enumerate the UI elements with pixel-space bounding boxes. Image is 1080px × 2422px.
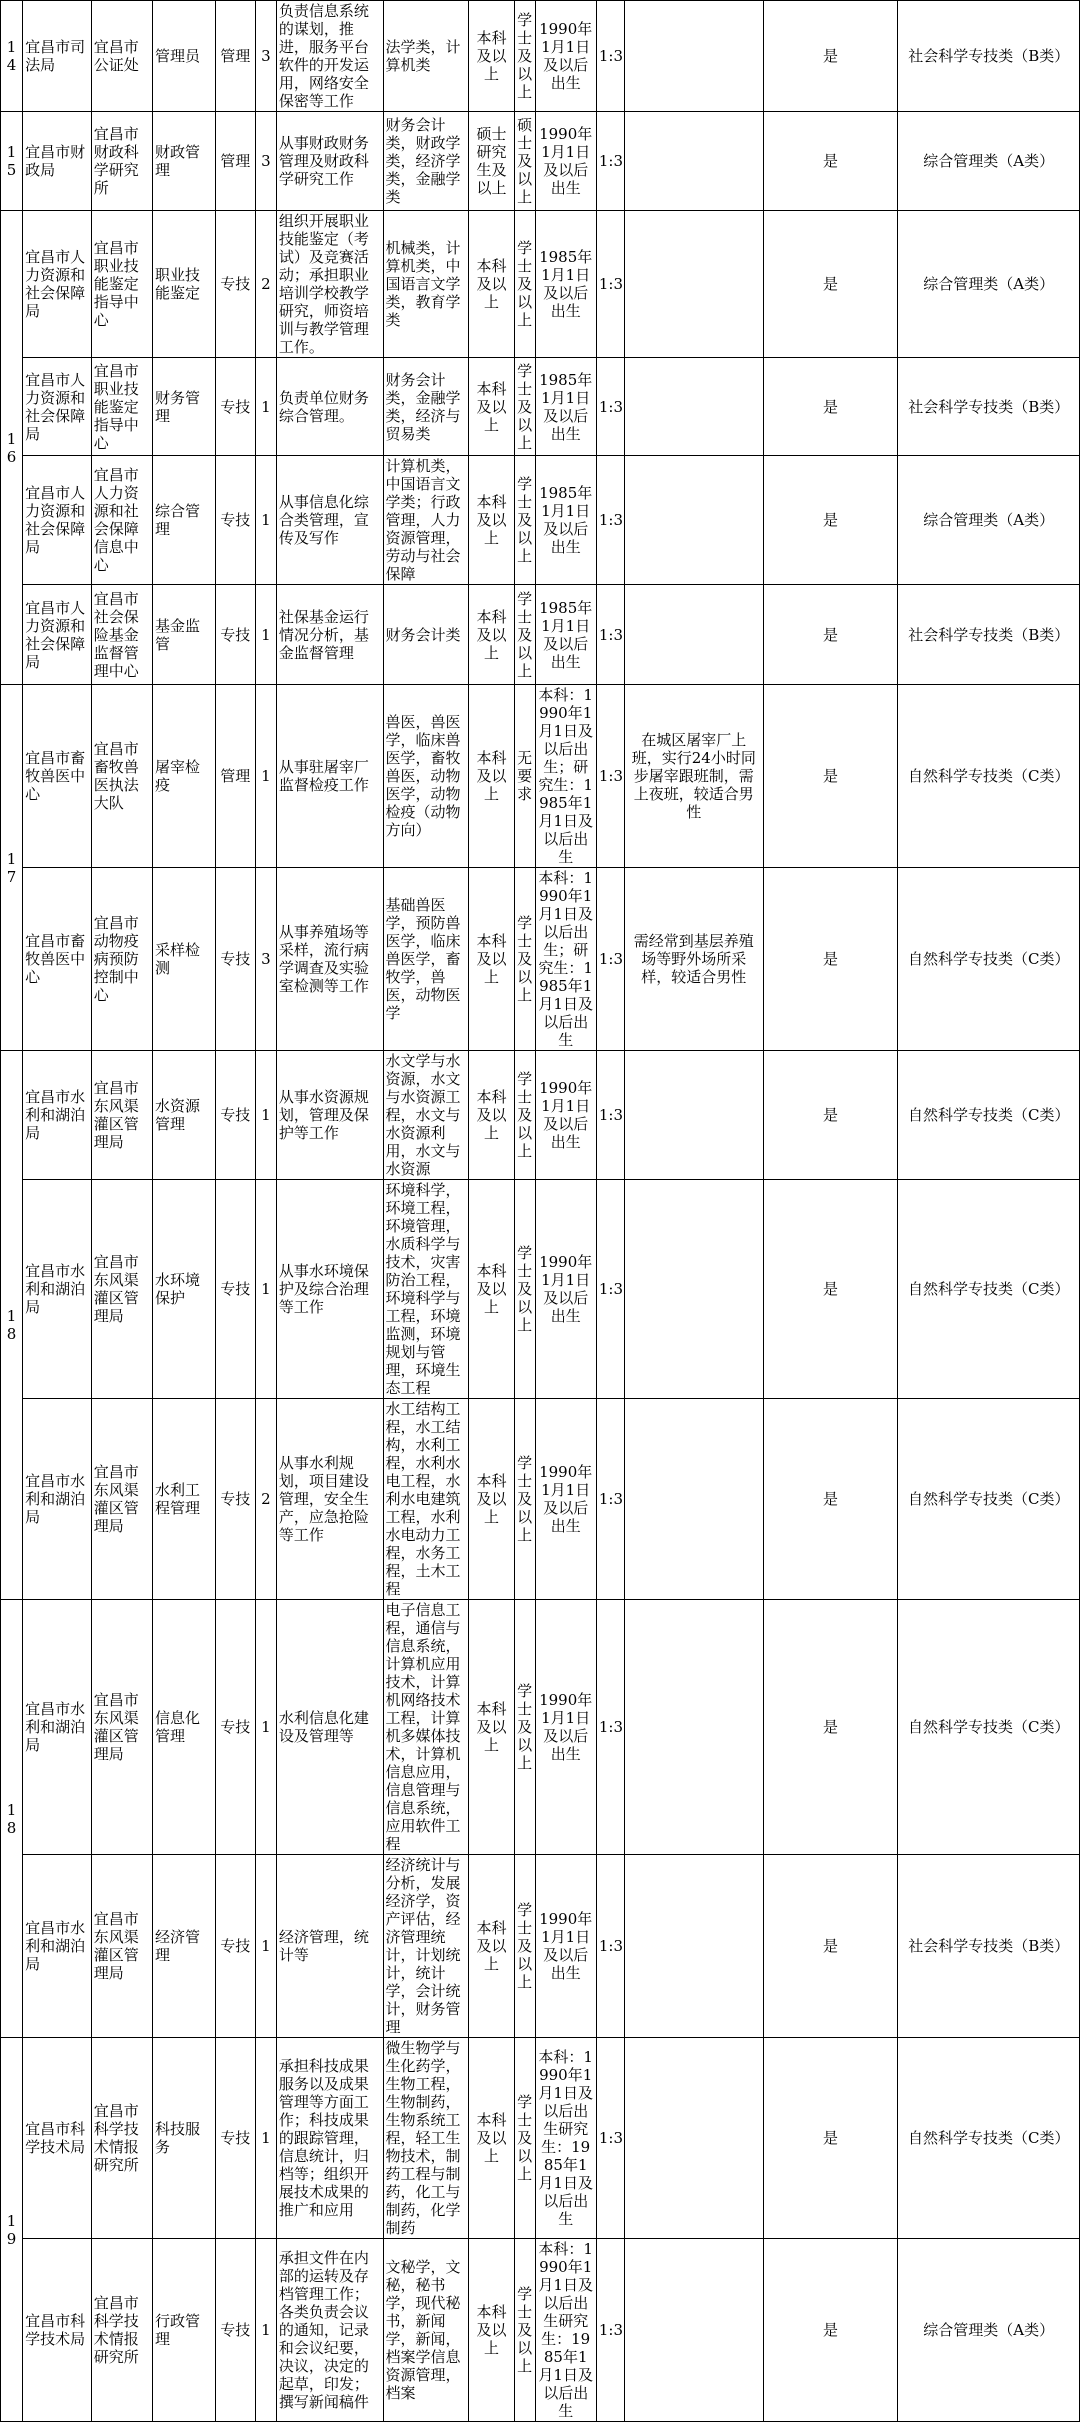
- exam-category-cell: 社会科学专技类（B类）: [898, 358, 1080, 456]
- duty-cell: 水利信息化建设及管理等: [276, 1600, 383, 1855]
- count-cell: 1: [256, 1180, 277, 1399]
- department-cell: 宜昌市水利和湖泊局: [23, 1600, 92, 1855]
- degree-cell: 硕士及以上: [514, 112, 535, 211]
- education-cell: 本科及以上: [469, 1051, 514, 1180]
- duty-cell: 从事驻屠宰厂监督检疫工作: [276, 685, 383, 868]
- degree-cell: 学士及以上: [514, 1180, 535, 1399]
- major-cell: 环境科学，环境工程，环境管理，水质科学与技术，灾害防治工程，环境科学与工程，环境监测，环境规划与管理，环境生态工程: [383, 1180, 469, 1399]
- major-cell: 水文学与水资源，水文与水资源工程，水文与水资源利用，水文与水资源: [383, 1051, 469, 1180]
- age-cell: 1990年1月1日及以后出生: [535, 1855, 596, 2038]
- count-cell: 1: [256, 2239, 277, 2422]
- ratio-cell: 1:3: [596, 868, 624, 1051]
- major-cell: 水工结构工程，水工结构，水利工程，水利水电工程，水利水电建筑工程，水利水电动力工程，水务工程，土木工程: [383, 1399, 469, 1600]
- exam-category-cell: 自然科学专技类（C类）: [898, 685, 1080, 868]
- public-cell: 是: [763, 358, 898, 456]
- degree-cell: 学士及以上: [514, 1, 535, 112]
- department-cell: 宜昌市科学技术局: [23, 2239, 92, 2422]
- category-cell: 专技: [215, 1399, 255, 1600]
- table-row: [1, 211, 1080, 358]
- unit-cell: 宜昌市东风渠灌区管理局: [91, 1399, 152, 1600]
- exam-category-cell: 自然科学专技类（C类）: [898, 868, 1080, 1051]
- major-cell: 微生物学与生化药学，生物工程，生物制药，生物系统工程，轻工生物技术，制药工程与制药，化工与制药，化学制药: [383, 2038, 469, 2239]
- category-cell: 专技: [215, 358, 255, 456]
- unit-cell: 宜昌市科学技术情报研究所: [91, 2239, 152, 2422]
- degree-cell: 学士及以上: [514, 585, 535, 685]
- count-cell: 1: [256, 585, 277, 685]
- post-cell: 科技服务: [153, 2038, 216, 2239]
- degree-cell: 学士及以上: [514, 211, 535, 358]
- department-cell: 宜昌市财政局: [23, 112, 92, 211]
- duty-cell: 从事信息化综合类管理，宣传及写作: [276, 456, 383, 585]
- exam-category-cell: 社会科学专技类（B类）: [898, 585, 1080, 685]
- department-cell: 宜昌市水利和湖泊局: [23, 1855, 92, 2038]
- post-cell: 管理员: [153, 1, 216, 112]
- ratio-cell: 1:3: [596, 358, 624, 456]
- department-cell: 宜昌市水利和湖泊局: [23, 1180, 92, 1399]
- ratio-cell: 1:3: [596, 2038, 624, 2239]
- serial-cell: 18: [1, 1600, 23, 2038]
- major-cell: 财务会计类，金融学类，经济与贸易类: [383, 358, 469, 456]
- ratio-cell: 1:3: [596, 1, 624, 112]
- count-cell: 1: [256, 1600, 277, 1855]
- age-cell: 1985年1月1日及以后出生: [535, 585, 596, 685]
- ratio-cell: 1:3: [596, 585, 624, 685]
- serial-cell: 17: [1, 685, 23, 1051]
- major-cell: 文秘学，文秘，秘书学，现代秘书，新闻学，新闻，档案学信息资源管理，档案: [383, 2239, 469, 2422]
- major-cell: 基础兽医学，预防兽医学，临床兽医学，畜牧学，兽医，动物医学: [383, 868, 469, 1051]
- education-cell: 本科及以上: [469, 1600, 514, 1855]
- unit-cell: 宜昌市东风渠灌区管理局: [91, 1600, 152, 1855]
- major-cell: 兽医，兽医学，临床兽医学，畜牧兽医，动物医学，动物检疫（动物方向）: [383, 685, 469, 868]
- unit-cell: 宜昌市东风渠灌区管理局: [91, 1855, 152, 2038]
- post-cell: 采样检测: [153, 868, 216, 1051]
- category-cell: 专技: [215, 868, 255, 1051]
- count-cell: 1: [256, 1855, 277, 2038]
- duty-cell: 经济管理，统计等: [276, 1855, 383, 2038]
- count-cell: 1: [256, 456, 277, 585]
- ratio-cell: 1:3: [596, 1180, 624, 1399]
- education-cell: 本科及以上: [469, 1855, 514, 2038]
- unit-cell: 宜昌市动物疫病预防控制中心: [91, 868, 152, 1051]
- department-cell: 宜昌市人力资源和社会保障局: [23, 211, 92, 358]
- major-cell: 计算机类，中国语言文学类；行政管理，人力资源管理，劳动与社会保障: [383, 456, 469, 585]
- duty-cell: 从事水资源规划，管理及保护等工作: [276, 1051, 383, 1180]
- exam-category-cell: 综合管理类（A类）: [898, 211, 1080, 358]
- public-cell: 是: [763, 2239, 898, 2422]
- degree-cell: 学士及以上: [514, 1051, 535, 1180]
- post-cell: 财政管理: [153, 112, 216, 211]
- public-cell: 是: [763, 2038, 898, 2239]
- unit-cell: 宜昌市财政科学研究所: [91, 112, 152, 211]
- table-row: [1, 585, 1080, 685]
- age-cell: 1985年1月1日及以后出生: [535, 358, 596, 456]
- count-cell: 1: [256, 358, 277, 456]
- duty-cell: 承担科技成果服务以及成果管理等方面工作；科技成果的跟踪管理，信息统计，归档等；组织开展技术成果的推广和应用: [276, 2038, 383, 2239]
- other-cell: [625, 2239, 764, 2422]
- duty-cell: 组织开展职业技能鉴定（考试）及竞赛活动；承担职业培训学校教学研究，师资培训与教学管理工作。: [276, 211, 383, 358]
- age-cell: 1985年1月1日及以后出生: [535, 211, 596, 358]
- public-cell: 是: [763, 1399, 898, 1600]
- department-cell: 宜昌市水利和湖泊局: [23, 1051, 92, 1180]
- category-cell: 管理: [215, 685, 255, 868]
- ratio-cell: 1:3: [596, 1051, 624, 1180]
- other-cell: [625, 585, 764, 685]
- education-cell: 本科及以上: [469, 211, 514, 358]
- major-cell: 电子信息工程，通信与信息系统，计算机应用技术，计算机网络技术工程，计算机多媒体技术，计算机信息应用，信息管理与信息系统，应用软件工程: [383, 1600, 469, 1855]
- table-row: [1, 1855, 1080, 2038]
- major-cell: 财务会计类: [383, 585, 469, 685]
- degree-cell: 无要求: [514, 685, 535, 868]
- public-cell: 是: [763, 1855, 898, 2038]
- unit-cell: 宜昌市畜牧兽医执法大队: [91, 685, 152, 868]
- serial-cell: 18: [1, 1051, 23, 1600]
- education-cell: 硕士研究生及以上: [469, 112, 514, 211]
- duty-cell: 负责信息系统的谋划，推进，服务平台软件的开发运用，网络安全保密等工作: [276, 1, 383, 112]
- age-cell: 本科：1990年1月1日及以后出生；研究生：1985年1月1日及以后出生: [535, 868, 596, 1051]
- exam-category-cell: 自然科学专技类（C类）: [898, 1399, 1080, 1600]
- age-cell: 本科：1990年1月1日及以后出生；研究生：1985年1月1日及以后出生: [535, 685, 596, 868]
- post-cell: 基金监管: [153, 585, 216, 685]
- public-cell: 是: [763, 211, 898, 358]
- age-cell: 1990年1月1日及以后出生: [535, 1, 596, 112]
- unit-cell: 宜昌市东风渠灌区管理局: [91, 1180, 152, 1399]
- other-cell: [625, 1855, 764, 2038]
- category-cell: 专技: [215, 1051, 255, 1180]
- table-row: [1, 1600, 1080, 1855]
- count-cell: 3: [256, 868, 277, 1051]
- count-cell: 1: [256, 685, 277, 868]
- table-row: [1, 868, 1080, 1051]
- other-cell: [625, 358, 764, 456]
- degree-cell: 学士及以上: [514, 358, 535, 456]
- serial-cell: 15: [1, 112, 23, 211]
- table-row: [1, 112, 1080, 211]
- category-cell: 专技: [215, 2038, 255, 2239]
- other-cell: [625, 1051, 764, 1180]
- count-cell: 3: [256, 1, 277, 112]
- duty-cell: 负责单位财务综合管理。: [276, 358, 383, 456]
- category-cell: 专技: [215, 211, 255, 358]
- serial-cell: 14: [1, 1, 23, 112]
- age-cell: 1985年1月1日及以后出生: [535, 456, 596, 585]
- department-cell: 宜昌市畜牧兽医中心: [23, 685, 92, 868]
- post-cell: 职业技能鉴定: [153, 211, 216, 358]
- age-cell: 本科：1990年1月1日及以后出生研究生：1985年1月1日及以后出生: [535, 2038, 596, 2239]
- post-cell: 经济管理: [153, 1855, 216, 2038]
- serial-cell: 16: [1, 211, 23, 685]
- duty-cell: 从事水环境保护及综合治理等工作: [276, 1180, 383, 1399]
- serial-cell: 19: [1, 2038, 23, 2422]
- ratio-cell: 1:3: [596, 685, 624, 868]
- age-cell: 1990年1月1日及以后出生: [535, 1600, 596, 1855]
- duty-cell: 社保基金运行情况分析，基金监督管理: [276, 585, 383, 685]
- post-cell: 屠宰检疫: [153, 685, 216, 868]
- education-cell: 本科及以上: [469, 2239, 514, 2422]
- unit-cell: 宜昌市东风渠灌区管理局: [91, 1051, 152, 1180]
- public-cell: 是: [763, 112, 898, 211]
- post-cell: 水利工程管理: [153, 1399, 216, 1600]
- unit-cell: 宜昌市社会保险基金监督管理中心: [91, 585, 152, 685]
- exam-category-cell: 综合管理类（A类）: [898, 456, 1080, 585]
- public-cell: 是: [763, 456, 898, 585]
- public-cell: 是: [763, 1, 898, 112]
- education-cell: 本科及以上: [469, 1399, 514, 1600]
- degree-cell: 学士及以上: [514, 1600, 535, 1855]
- age-cell: 1990年1月1日及以后出生: [535, 1051, 596, 1180]
- post-cell: 行政管理: [153, 2239, 216, 2422]
- duty-cell: 承担文件在内部的运转及存档管理工作；各类负责会议的通知，记录和会议纪要，决议，决定的起草，印发；撰写新闻稿件: [276, 2239, 383, 2422]
- major-cell: 经济统计与分析，发展经济学，资产评估，经济管理统计，计划统计，统计学，会计统计，财务管理: [383, 1855, 469, 2038]
- age-cell: 1990年1月1日及以后出生: [535, 1399, 596, 1600]
- post-cell: 财务管理: [153, 358, 216, 456]
- other-cell: 需经常到基层养殖场等野外场所采样，较适合男性: [625, 868, 764, 1051]
- degree-cell: 学士及以上: [514, 868, 535, 1051]
- post-cell: 水环境保护: [153, 1180, 216, 1399]
- duty-cell: 从事财政财务管理及财政科学研究工作: [276, 112, 383, 211]
- education-cell: 本科及以上: [469, 685, 514, 868]
- public-cell: 是: [763, 1180, 898, 1399]
- count-cell: 2: [256, 211, 277, 358]
- category-cell: 专技: [215, 1600, 255, 1855]
- unit-cell: 宜昌市职业技能鉴定指导中心: [91, 358, 152, 456]
- education-cell: 本科及以上: [469, 358, 514, 456]
- exam-category-cell: 综合管理类（A类）: [898, 2239, 1080, 2422]
- education-cell: 本科及以上: [469, 868, 514, 1051]
- major-cell: 财务会计类，财政学类，经济学类，金融学类: [383, 112, 469, 211]
- department-cell: 宜昌市科学技术局: [23, 2038, 92, 2239]
- other-cell: [625, 1, 764, 112]
- table-row: [1, 1, 1080, 112]
- public-cell: 是: [763, 685, 898, 868]
- unit-cell: 宜昌市科学技术情报研究所: [91, 2038, 152, 2239]
- table-row: [1, 2038, 1080, 2239]
- age-cell: 1990年1月1日及以后出生: [535, 112, 596, 211]
- major-cell: 机械类，计算机类，中国语言文学类，教育学类: [383, 211, 469, 358]
- other-cell: [625, 1180, 764, 1399]
- table-row: [1, 685, 1080, 868]
- exam-category-cell: 社会科学专技类（B类）: [898, 1, 1080, 112]
- category-cell: 专技: [215, 1180, 255, 1399]
- unit-cell: 宜昌市职业技能鉴定指导中心: [91, 211, 152, 358]
- table-row: [1, 1399, 1080, 1600]
- ratio-cell: 1:3: [596, 456, 624, 585]
- exam-category-cell: 自然科学专技类（C类）: [898, 2038, 1080, 2239]
- duty-cell: 从事养殖场等采样，流行病学调查及实验室检测等工作: [276, 868, 383, 1051]
- table-row: [1, 1180, 1080, 1399]
- post-cell: 水资源管理: [153, 1051, 216, 1180]
- other-cell: [625, 211, 764, 358]
- unit-cell: 宜昌市公证处: [91, 1, 152, 112]
- department-cell: 宜昌市司法局: [23, 1, 92, 112]
- exam-category-cell: 综合管理类（A类）: [898, 112, 1080, 211]
- unit-cell: 宜昌市人力资源和社会保障信息中心: [91, 456, 152, 585]
- department-cell: 宜昌市人力资源和社会保障局: [23, 585, 92, 685]
- ratio-cell: 1:3: [596, 1600, 624, 1855]
- degree-cell: 学士及以上: [514, 2239, 535, 2422]
- exam-category-cell: 自然科学专技类（C类）: [898, 1600, 1080, 1855]
- category-cell: 专技: [215, 585, 255, 685]
- count-cell: 3: [256, 112, 277, 211]
- category-cell: 专技: [215, 1855, 255, 2038]
- degree-cell: 学士及以上: [514, 1855, 535, 2038]
- public-cell: 是: [763, 1600, 898, 1855]
- other-cell: [625, 1600, 764, 1855]
- ratio-cell: 1:3: [596, 2239, 624, 2422]
- age-cell: 1990年1月1日及以后出生: [535, 1180, 596, 1399]
- other-cell: [625, 456, 764, 585]
- duty-cell: 从事水利规划，项目建设管理，安全生产，应急抢险等工作: [276, 1399, 383, 1600]
- ratio-cell: 1:3: [596, 1855, 624, 2038]
- other-cell: [625, 1399, 764, 1600]
- degree-cell: 学士及以上: [514, 456, 535, 585]
- other-cell: [625, 2038, 764, 2239]
- exam-category-cell: 自然科学专技类（C类）: [898, 1180, 1080, 1399]
- education-cell: 本科及以上: [469, 2038, 514, 2239]
- department-cell: 宜昌市畜牧兽医中心: [23, 868, 92, 1051]
- category-cell: 专技: [215, 456, 255, 585]
- table-row: [1, 456, 1080, 585]
- exam-category-cell: 自然科学专技类（C类）: [898, 1051, 1080, 1180]
- category-cell: 管理: [215, 112, 255, 211]
- degree-cell: 学士及以上: [514, 2038, 535, 2239]
- count-cell: 2: [256, 1399, 277, 1600]
- ratio-cell: 1:3: [596, 211, 624, 358]
- education-cell: 本科及以上: [469, 1, 514, 112]
- major-cell: 法学类，计算机类: [383, 1, 469, 112]
- other-cell: 在城区屠宰厂上班，实行24小时同步屠宰跟班制，需上夜班，较适合男性: [625, 685, 764, 868]
- table-row: [1, 358, 1080, 456]
- ratio-cell: 1:3: [596, 1399, 624, 1600]
- education-cell: 本科及以上: [469, 1180, 514, 1399]
- category-cell: 专技: [215, 2239, 255, 2422]
- education-cell: 本科及以上: [469, 456, 514, 585]
- department-cell: 宜昌市水利和湖泊局: [23, 1399, 92, 1600]
- table-row: [1, 1051, 1080, 1180]
- age-cell: 本科：1990年1月1日及以后出生研究生：1985年1月1日及以后出生: [535, 2239, 596, 2422]
- table-row: [1, 2239, 1080, 2422]
- public-cell: 是: [763, 585, 898, 685]
- education-cell: 本科及以上: [469, 585, 514, 685]
- ratio-cell: 1:3: [596, 112, 624, 211]
- degree-cell: 学士及以上: [514, 1399, 535, 1600]
- count-cell: 1: [256, 2038, 277, 2239]
- exam-category-cell: 社会科学专技类（B类）: [898, 1855, 1080, 2038]
- public-cell: 是: [763, 1051, 898, 1180]
- post-cell: 综合管理: [153, 456, 216, 585]
- other-cell: [625, 112, 764, 211]
- public-cell: 是: [763, 868, 898, 1051]
- category-cell: 管理: [215, 1, 255, 112]
- department-cell: 宜昌市人力资源和社会保障局: [23, 358, 92, 456]
- post-cell: 信息化管理: [153, 1600, 216, 1855]
- department-cell: 宜昌市人力资源和社会保障局: [23, 456, 92, 585]
- count-cell: 1: [256, 1051, 277, 1180]
